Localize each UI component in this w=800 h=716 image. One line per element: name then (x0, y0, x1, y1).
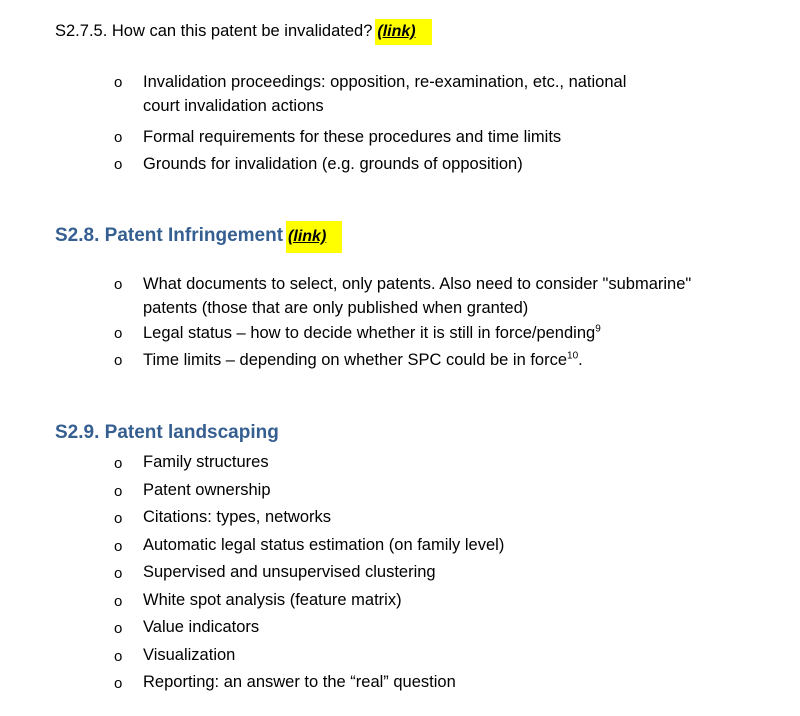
list-item-text: White spot analysis (feature matrix) (143, 590, 402, 609)
bullet-icon: o (114, 620, 123, 637)
infringement-link[interactable]: (link) (286, 221, 342, 253)
list-item-text: Formal requirements for these procedures and time limits (143, 128, 562, 146)
list-item (0, 125, 743, 149)
list-item (0, 70, 743, 118)
section-heading-invalidation (55, 19, 432, 45)
list-item-text: Supervised and unsupervised clustering (143, 563, 436, 581)
bullet-icon: o (114, 592, 123, 610)
section-heading-landscaping (55, 420, 279, 446)
list-item-text: Citations: types, networks (143, 508, 331, 526)
invalidation-list (0, 70, 800, 179)
list-item (0, 504, 743, 532)
list-item (0, 669, 743, 697)
list-item (0, 272, 743, 320)
list-item-text: Reporting: an answer to the “real” question (143, 673, 456, 691)
section-title: S2.9. Patent landscaping (55, 422, 279, 443)
bullet-icon: o (114, 352, 123, 369)
bullet-icon: o (114, 482, 123, 500)
list-item (0, 152, 743, 176)
list-item (0, 321, 743, 345)
list-item-text: Grounds for invalidation (e.g. grounds of opposition) (143, 155, 523, 173)
list-item (0, 348, 743, 372)
bullet-icon: o (114, 129, 123, 146)
bullet-icon: o (114, 565, 123, 582)
footnote-ref[interactable]: 10 (567, 350, 579, 362)
bullet-icon: o (114, 455, 123, 472)
section-title: S2.7.5. How can this patent be invalidated? (55, 22, 373, 40)
list-item-text: court invalidation actions (143, 97, 324, 115)
list-item (0, 587, 743, 615)
bullet-icon: o (114, 537, 123, 555)
bullet-icon: o (114, 74, 123, 91)
list-item-text: Value indicators (143, 618, 260, 636)
list-item (0, 642, 743, 670)
list-item-suffix: . (578, 351, 583, 369)
bullet-icon: o (114, 156, 123, 173)
section-title: S2.8. Patent Infringement (55, 225, 284, 246)
list-item-text: What documents to select, only patents. Also need to consider "submarine" (143, 275, 692, 293)
list-item-text: Automatic legal status estimation (on family level) (143, 535, 505, 554)
invalidation-link[interactable]: (link) (375, 19, 431, 45)
list-item-text: Patent ownership (143, 480, 271, 499)
list-item (0, 477, 743, 505)
list-item (0, 449, 743, 477)
footnote-ref[interactable]: 9 (595, 323, 601, 335)
bullet-icon: o (114, 510, 123, 527)
list-item-text: Visualization (143, 645, 236, 664)
bullet-icon: o (114, 276, 123, 293)
landscaping-list (0, 449, 800, 697)
bullet-icon: o (114, 675, 123, 692)
list-item (0, 614, 743, 642)
list-item (0, 559, 743, 587)
list-item-text: patents (those that are only published when granted) (143, 299, 529, 317)
infringement-list (0, 272, 800, 375)
list-item (0, 532, 743, 560)
list-item-text: Time limits – depending on whether SPC could be in force (143, 351, 568, 369)
bullet-icon: o (114, 325, 123, 342)
list-item-text: Legal status – how to decide whether it is still in force/pending (143, 324, 596, 342)
list-item-text: Family structures (143, 453, 269, 471)
section-heading-infringement (55, 221, 342, 253)
list-item-text: Invalidation proceedings: opposition, re-examination, etc., national (143, 73, 627, 91)
bullet-icon: o (114, 647, 123, 665)
